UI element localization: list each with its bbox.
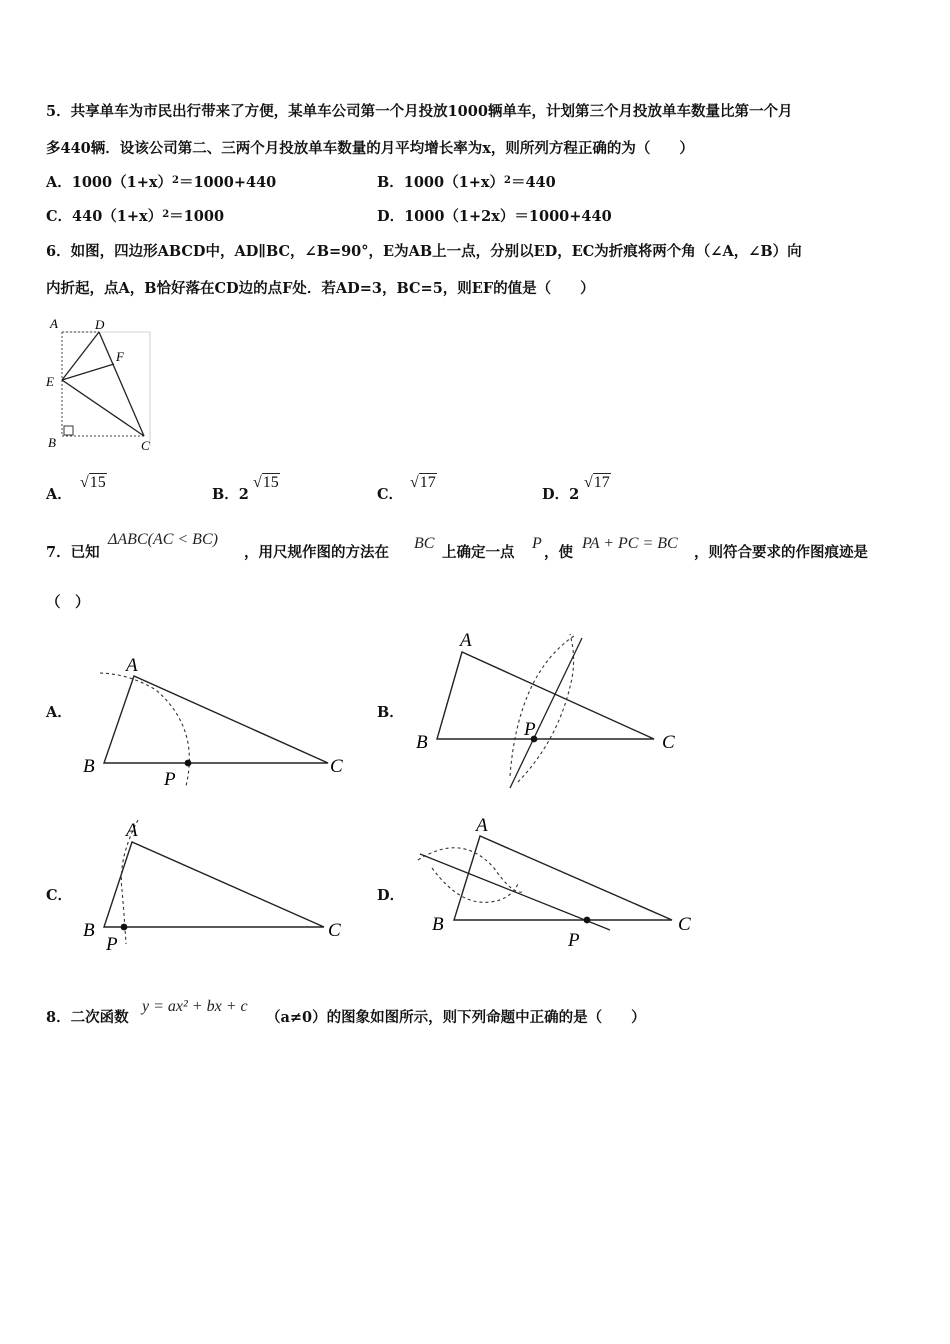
q7a-label-p: P	[164, 769, 176, 790]
q7c-label-b: B	[83, 920, 95, 941]
q7b-arc-left	[510, 636, 574, 776]
q6-fold-ed	[62, 332, 99, 380]
q7d-triangle	[454, 836, 672, 920]
q5-option-c-pre: C．440（1+x）	[46, 208, 163, 225]
q7b-bisector-line	[510, 638, 582, 788]
q8-condition: （a≠0）的图象如图所示，则下列命题中正确的是（ ）	[266, 1009, 646, 1026]
q7d-point-p	[584, 917, 591, 924]
q6-option-b-radicand: 15	[262, 474, 279, 491]
q7a-arc	[100, 673, 189, 786]
q7a-label-b: B	[83, 756, 95, 777]
q5-option-b-post: ＝440	[510, 174, 556, 191]
q8-prefix: 8．二次函数	[46, 1009, 129, 1026]
q7-figure-d	[410, 812, 700, 958]
q7-equation: PA + PC = BC	[582, 535, 678, 552]
q7b-label-a: A	[460, 630, 472, 651]
q6-label-b: B	[48, 435, 56, 450]
q7-mid1: ，用尺规作图的方法在	[244, 544, 389, 561]
q7-option-c[interactable]: C．	[46, 887, 73, 904]
q5-option-a-pre: A．1000（1+x）	[46, 174, 172, 191]
q8-function: y = ax² + bx + c	[142, 998, 248, 1015]
q7c-label-c: C	[328, 920, 341, 941]
q6-right-angle-mark	[64, 426, 73, 435]
q7d-label-a: A	[476, 815, 488, 836]
q7-suffix: ，则符合要求的作图痕迹是	[694, 544, 868, 561]
q7-bc: BC	[414, 535, 435, 552]
q6-label-d: D	[95, 317, 105, 332]
q7-mid3: ，使	[544, 544, 573, 561]
q5-option-d[interactable]: D．1000（1+2x）＝1000+440	[377, 208, 612, 225]
q5-option-a-post: ＝1000+440	[178, 174, 277, 191]
q5-option-c[interactable]	[46, 207, 224, 227]
q7c-triangle	[104, 842, 324, 927]
q6-option-a[interactable]: A．	[46, 486, 72, 503]
q6-option-b[interactable]: B．2	[212, 486, 249, 503]
q6-option-d-radical: √17	[584, 474, 610, 491]
q6-option-d[interactable]: D．2	[542, 486, 580, 503]
q7-option-b[interactable]: B．	[377, 704, 404, 721]
q6-option-b-radical: √15	[253, 474, 279, 491]
q7-figure-c	[80, 816, 350, 956]
q7a-label-a: A	[126, 655, 138, 676]
q7d-arc-lower	[432, 868, 518, 902]
q7d-label-b: B	[432, 914, 444, 935]
q6-option-c-radical: √17	[410, 474, 436, 491]
q7b-arc-right	[518, 634, 574, 782]
q6-option-c[interactable]: C．	[377, 486, 404, 503]
q6-label-c: C	[141, 438, 150, 453]
q6-option-a-radicand: 15	[89, 474, 106, 491]
q7a-label-c: C	[330, 756, 343, 777]
q5-option-a[interactable]	[46, 173, 276, 193]
q7b-label-p: P	[524, 719, 536, 740]
q6-label-f: F	[116, 349, 124, 364]
q7-condition: ΔABC(AC < BC)	[108, 531, 218, 548]
q7-figure-a	[80, 648, 350, 788]
q6-label-a: A	[50, 316, 58, 331]
q7c-label-p: P	[106, 934, 118, 955]
q6-option-c-radicand: 17	[419, 474, 436, 491]
q7-prefix: 7．已知	[46, 544, 100, 561]
q7a-triangle	[104, 676, 328, 763]
q6-stem-line2: 内折起，点A，B恰好落在CD边的点F处．若AD=3，BC=5，则EF的值是（ ）	[46, 280, 595, 297]
q6-segment-ef	[62, 364, 114, 380]
q7-p: P	[532, 535, 542, 552]
q6-option-d-radicand: 17	[593, 474, 610, 491]
q7c-point-p	[121, 924, 128, 931]
q5-option-b-pre: B．1000（1+x）	[377, 174, 504, 191]
q6-stem-line1: 6．如图，四边形ABCD中，AD∥BC，∠B=90°，E为AB上一点，分别以ED，EC为折痕将两个角（∠A，∠B）向	[46, 243, 802, 260]
q7b-label-b: B	[416, 732, 428, 753]
q5-option-b[interactable]	[377, 173, 556, 193]
q7-paren: （ ）	[46, 594, 90, 611]
q7-option-a[interactable]: A．	[46, 704, 72, 721]
q5-stem-line2: 多440辆．设该公司第二、三两个月投放单车数量的月平均增长率为x，则所列方程正确的为（ ）	[46, 140, 694, 157]
q7d-label-p: P	[568, 930, 580, 951]
q6-option-a-radical: √15	[80, 474, 106, 491]
q7d-bisector-line	[420, 854, 610, 930]
q7-figure-b	[410, 626, 690, 790]
q7b-label-c: C	[662, 732, 675, 753]
q7c-label-a: A	[126, 820, 138, 841]
q7b-triangle	[437, 652, 654, 739]
q7a-point-p	[185, 760, 192, 767]
q6-figure	[44, 316, 156, 456]
q7-mid2: 上确定一点	[442, 544, 515, 561]
q6-label-e: E	[46, 374, 54, 389]
q5-option-c-post: ＝1000	[169, 208, 225, 225]
q5-option-c-exp: 2	[162, 209, 170, 220]
q5-option-b-exp: 2	[504, 175, 511, 186]
q7d-label-c: C	[678, 914, 691, 935]
q5-stem-line1: 5．共享单车为市民出行带来了方便，某单车公司第一个月投放1000辆单车，计划第三个月投放单车数量比第一个月	[46, 103, 793, 120]
q7-option-d[interactable]: D．	[377, 887, 405, 904]
q5-option-a-exp: 2	[172, 175, 179, 186]
